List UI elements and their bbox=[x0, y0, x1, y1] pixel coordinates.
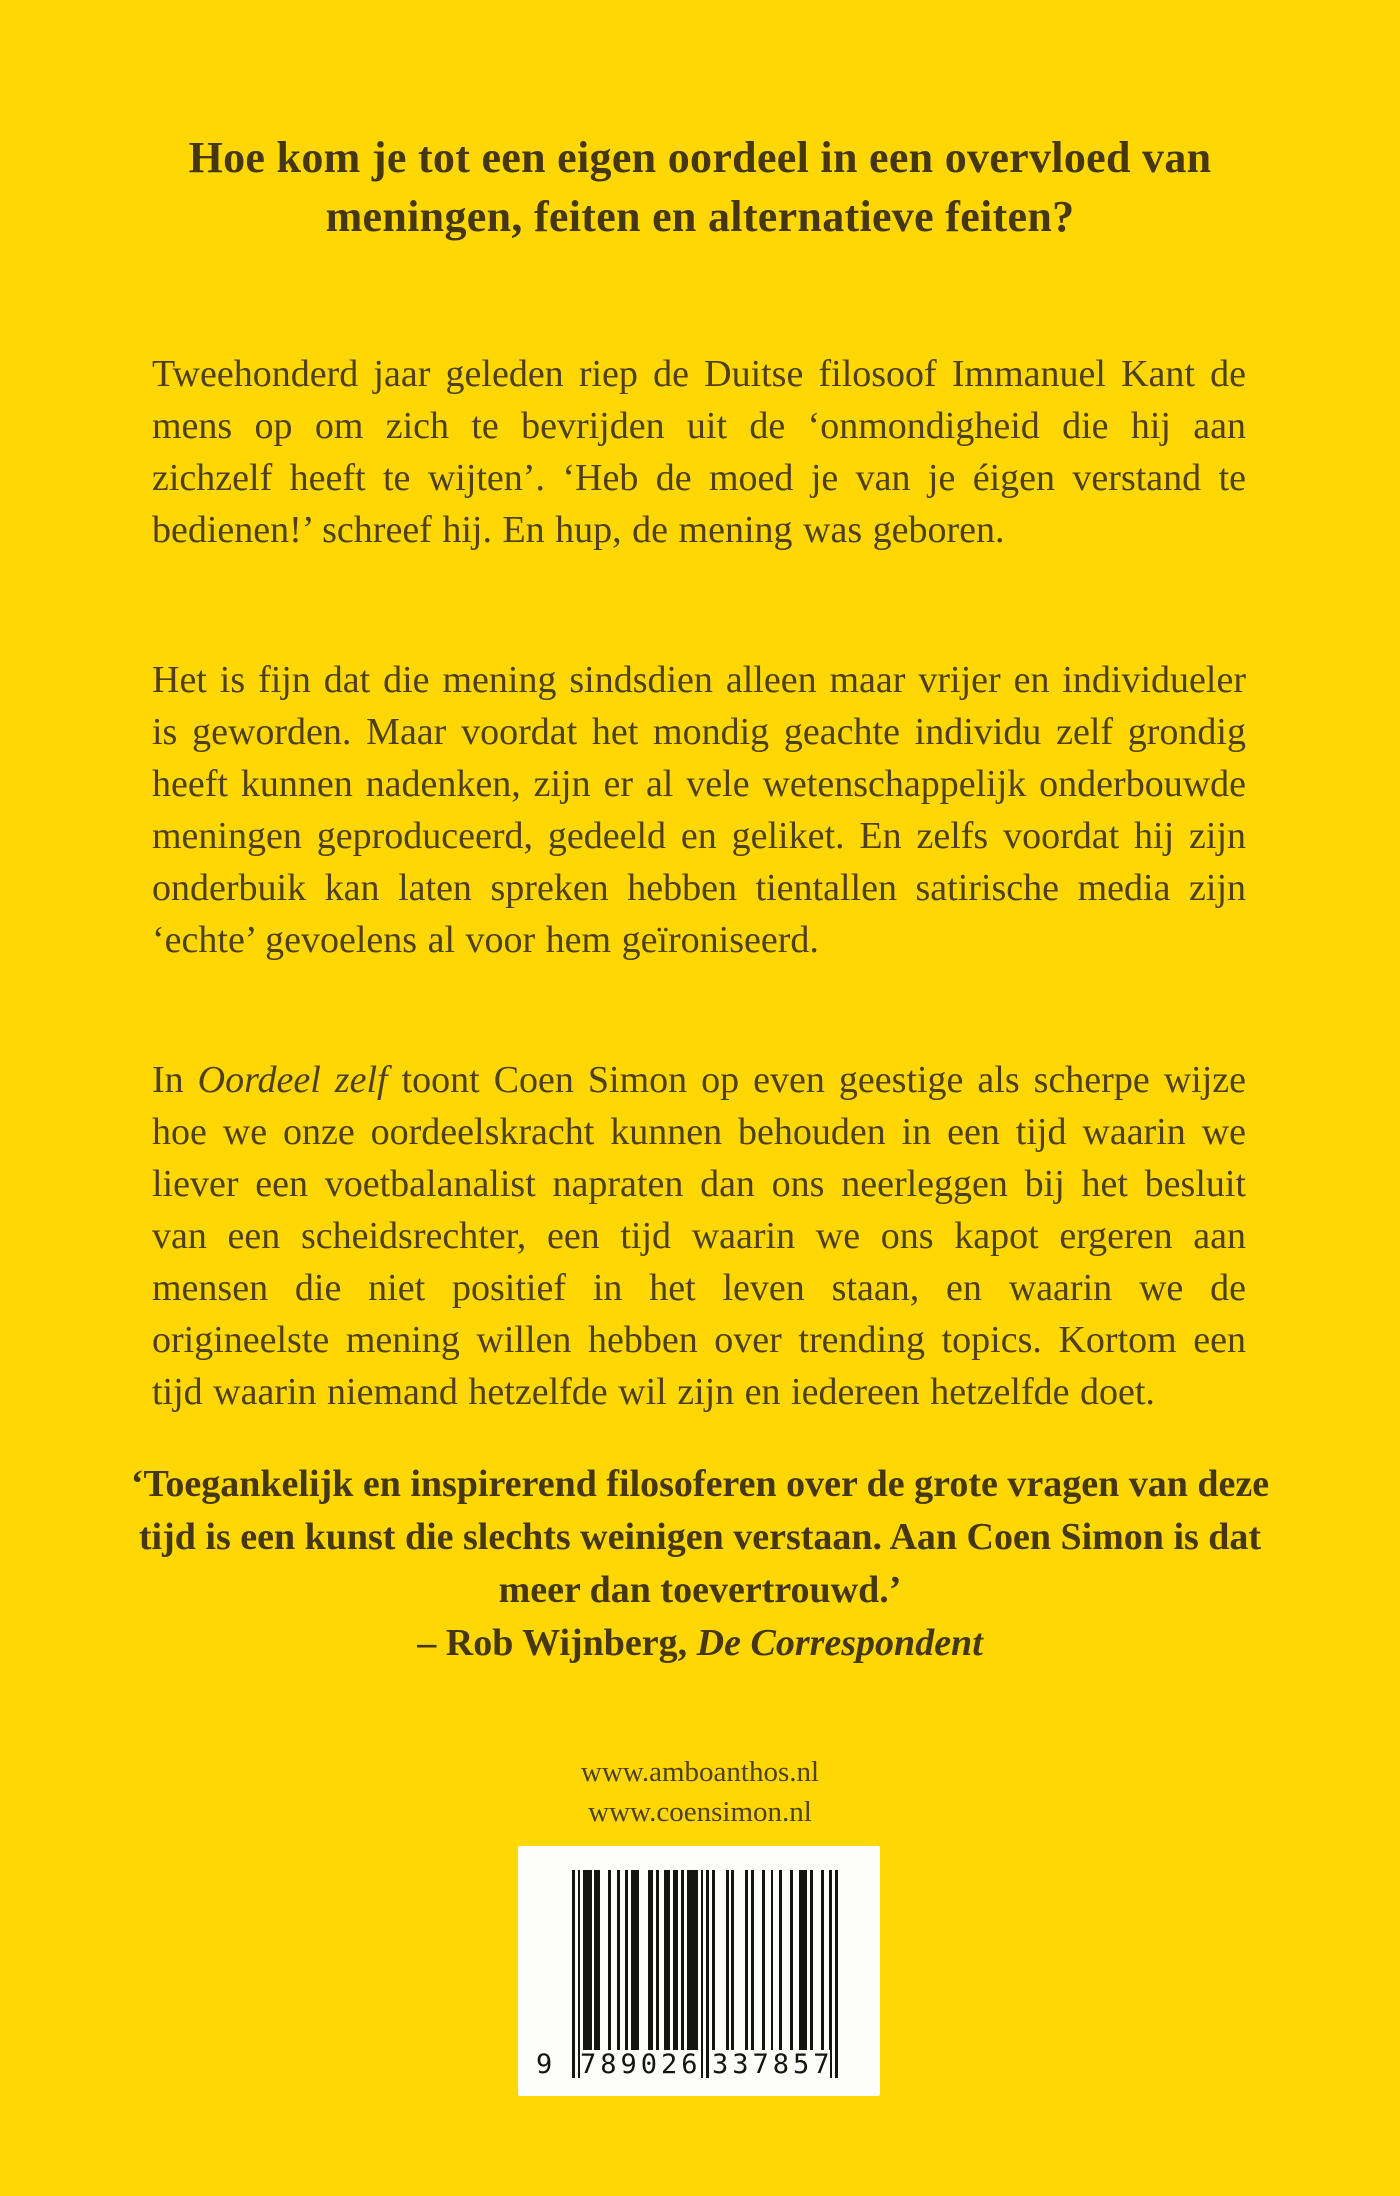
blurb-paragraph-3 bbox=[152, 1054, 1246, 1418]
ean-barcode-digits bbox=[518, 2050, 880, 2082]
ean-digits-group-1: 789026 bbox=[580, 2049, 702, 2080]
cover-headline: Hoe kom je tot een eigen oordeel in een overvloed van meningen, feiten en alternatieve feiten? bbox=[188, 133, 1212, 241]
website-urls bbox=[0, 1752, 1400, 1832]
attribution-source: De Correspondent bbox=[696, 1622, 983, 1664]
ean-digit-prefix: 9 bbox=[536, 2049, 553, 2080]
blurb-paragraph-2: Het is fijn dat die mening sindsdien alleen maar vrijer en individueler is geworden. Maar voordat het mondig geachte individu zelf grondig heeft kunnen nadenken, zijn er al vele wetenschappelijk onderbouwde meningen geproduceerd, gedeeld en geliket. En zelfs voordat hij zijn onderbuik kan laten spreken hebben tientallen satirische media zijn ‘echte’ gevoelens al voor hem geïroniseerd. bbox=[152, 659, 1246, 961]
review-quote-text: ‘Toegankelijk en inspirerend filosoferen over de grote vragen van deze tijd is een kunst die slechts weinigen verstaan. Aan Coen Simon is dat meer dan toevertrouwd.’ bbox=[130, 1463, 1270, 1611]
author-url: www.coensimon.nl bbox=[588, 1796, 812, 1828]
ean-barcode-bars bbox=[572, 1870, 838, 2078]
review-quote-block bbox=[110, 1458, 1290, 1670]
attribution-name: – Rob Wijnberg, bbox=[417, 1622, 697, 1664]
blurb-paragraph-1: Tweehonderd jaar geleden riep de Duitse filosoof Immanuel Kant de mens op om zich te bevrijden uit de ‘onmondigheid die hij aan zichzelf heeft te wijten’. ‘Heb de moed je van je éigen verstand te bedienen!’ schreef hij. En hup, de mening was geboren. bbox=[152, 353, 1246, 551]
book-title-italic: Oordeel zelf bbox=[197, 1059, 388, 1101]
ean-digits-group-2: 337857 bbox=[712, 2049, 834, 2080]
publisher-url: www.amboanthos.nl bbox=[580, 1756, 820, 1788]
paragraph-3-rest: toont Coen Simon op even geestige als scherpe wijze hoe we onze oordeelskracht kunnen behouden in een tijd waarin we liever een voetbalanalist napraten dan ons neerleggen bij het besluit van een scheidsrechter, een tijd waarin we ons kapot ergeren aan mensen die niet positief in het leven staan, en waarin we de origineelste mening willen hebben over trending topics. Kortom een tijd waarin niemand hetzelfde wil zijn en iedereen hetzelfde doet. bbox=[152, 1059, 1246, 1413]
review-quote-attribution bbox=[110, 1617, 1290, 1670]
paragraph-3-prefix: In bbox=[152, 1059, 198, 1101]
ean-barcode-box bbox=[518, 1846, 880, 2096]
